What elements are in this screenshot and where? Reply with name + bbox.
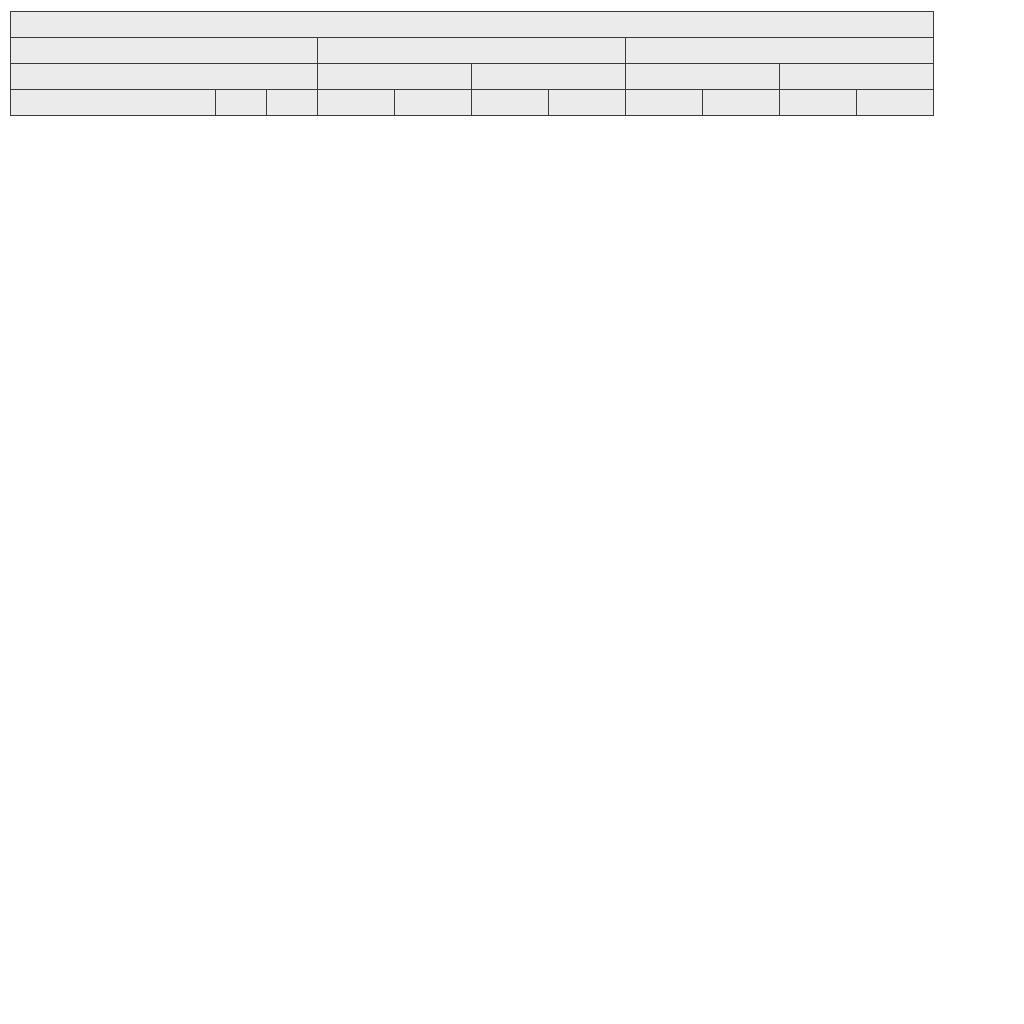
table-title [11, 12, 934, 38]
column-header-row [11, 90, 934, 116]
col-header-oblique-1 [626, 90, 703, 116]
col-header-freq [267, 90, 318, 116]
col-header-oblique-2 [395, 90, 472, 116]
col-header-oblique-2 [549, 90, 626, 116]
avg-low-mode-header [318, 64, 472, 90]
group-header-row [11, 38, 934, 64]
col-header-city-state [11, 90, 216, 116]
site-info-header [11, 64, 318, 90]
avg-high-mode-header [472, 64, 626, 90]
std-low-mode-header [626, 64, 780, 90]
mode-header-row [11, 64, 934, 90]
col-header-oblique-2 [857, 90, 934, 116]
col-header-oblique-1 [318, 90, 395, 116]
col-header-oblique-1 [472, 90, 549, 116]
stats-table [10, 11, 934, 116]
date-range [11, 38, 318, 64]
group-header-average [318, 38, 626, 64]
group-header-std-dev [626, 38, 934, 64]
col-header-oblique-1 [780, 90, 857, 116]
title-row [11, 12, 934, 38]
col-header-id [216, 90, 267, 116]
colorbar [951, 36, 965, 518]
col-header-oblique-2 [703, 90, 780, 116]
std-high-mode-header [780, 64, 934, 90]
